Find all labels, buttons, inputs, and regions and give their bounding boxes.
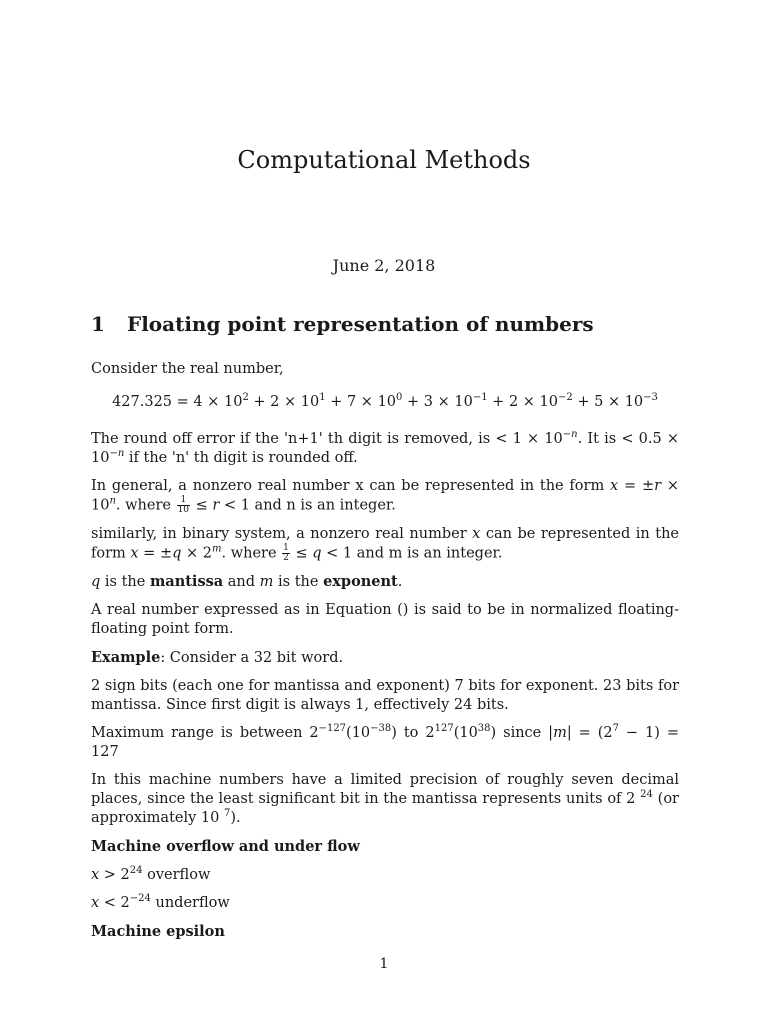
- section-heading: [91, 312, 677, 336]
- paragraph-general-form: In general, a nonzero real number x can be represented in the form $x = \pm r \times 10^n$. where $\frac{1}{10}$ ≤ r < 1 and n is an integer.: [91, 478, 679, 515]
- paragraph-precision: In this machine numbers have a limited precision of roughly seven decimal places, since the least significant bit in the mantissa represents units of 2 $^{24}$ (or approximately 10 $^7$).: [91, 772, 679, 826]
- section-body: [91, 360, 679, 951]
- paragraph-roundoff: The round off error if the 'n+1' th digit is removed, is < $1 \times 10^{-n}$. It is < $0.5 \times 10^{-n}$ if the 'n' th digit is rounded off.: [91, 429, 679, 466]
- paragraph-overflow: $x > 2^{24}$ overflow: [91, 865, 211, 883]
- paragraph-binary-form: similarly, in binary system, a nonzero real number x can be represented in the form $x = \pm q \times 2^m$. where $\frac{1}{2}$ ≤ q < 1 and m is an integer.: [91, 525, 679, 563]
- paragraph-normalized: A real number expressed as in Equation () is said to be in normalized floating- floating point form.: [91, 602, 679, 637]
- paragraph-intro: Consider the real number,: [91, 361, 284, 377]
- page-number: 1: [379, 956, 389, 972]
- paragraph-range: Maximum range is between $2^{-127}(10^{-38})$ to $2^{127}(10^{38})$ since $|m| = (2^7 - 1) = 127$: [91, 723, 679, 760]
- section-title: Floating point representation of numbers: [127, 312, 594, 336]
- heading-overflow: Machine overflow and under flow: [91, 838, 360, 855]
- fraction-one-half: $\frac{1}{2}$: [283, 542, 289, 563]
- paragraph-underflow: $x < 2^{-24}$ underflow: [91, 893, 230, 911]
- paragraph-mantissa-exponent: q is the mantissa and m is the exponent.: [91, 573, 403, 590]
- document-date: June 2, 2018: [332, 256, 436, 275]
- fraction-one-tenth: $\frac{1}{10}$: [177, 495, 190, 515]
- paragraph-bits: 2 sign bits (each one for mantissa and exponent) 7 bits for exponent. 23 bits for mantissa. Since first digit is always 1, effectively 24 bits.: [91, 678, 679, 713]
- heading-epsilon: Machine epsilon: [91, 923, 225, 940]
- paragraph-example: Example: Consider a 32 bit word.: [91, 649, 344, 666]
- section-number: 1: [91, 312, 105, 336]
- document-title: Computational Methods: [237, 146, 531, 174]
- equation-427: $427.325 = 4 \times 10^2 + 2 \times 10^1 + 7 \times 10^0 + 3 \times 10^{-1} + 2 \times 10^{-2} + 5 \times 10^{-3}$: [112, 392, 658, 410]
